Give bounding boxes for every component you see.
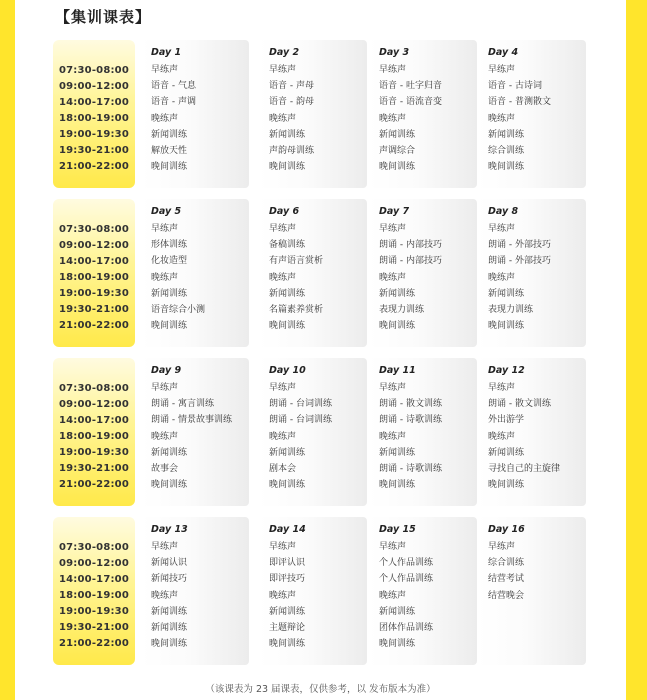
- day-label: Day 8: [488, 206, 519, 217]
- activity-item: 备稿训练: [269, 240, 306, 250]
- activity-item: 故事会: [151, 464, 179, 474]
- activity-item: 晚练声: [379, 432, 407, 442]
- day-label: Day 2: [269, 47, 300, 58]
- activity-item: 语音 - 语流音变: [379, 97, 442, 107]
- activity-item: 晚练声: [269, 591, 297, 601]
- day-card: [369, 40, 477, 188]
- activity-item: 剧本会: [269, 464, 297, 474]
- activity-item: 朗诵 - 台词训练: [269, 399, 332, 409]
- day-label: Day 4: [488, 47, 519, 58]
- activity-item: 表现力训练: [379, 305, 425, 315]
- activity-item: 朗诵 - 散文训练: [379, 399, 442, 409]
- activity-item: 晚间训练: [379, 162, 416, 172]
- page-title: 【集训课表】: [55, 8, 152, 26]
- time-slot: 18:00-19:00: [58, 431, 129, 442]
- activity-item: 综合训练: [488, 146, 525, 156]
- time-slot: 19:00-19:30: [58, 606, 129, 617]
- activity-item: 语音 - 古诗词: [488, 81, 542, 91]
- activity-item: 语音 - 吐字归音: [379, 81, 442, 91]
- day-label: Day 6: [269, 206, 300, 217]
- activity-item: 晚练声: [488, 273, 516, 283]
- activity-item: 名篇素养赏析: [269, 305, 324, 315]
- day-card: [259, 517, 367, 665]
- activity-item: 新闻训练: [488, 448, 525, 458]
- activity-item: 语音 - 声母: [269, 81, 314, 91]
- day-card: [478, 40, 586, 188]
- activity-item: 早练声: [379, 65, 407, 75]
- day-card: [259, 358, 367, 506]
- activity-item: 即评认识: [269, 558, 306, 568]
- activity-item: 早练声: [269, 383, 297, 393]
- activity-item: 新闻认识: [151, 558, 188, 568]
- activity-item: 晚练声: [151, 273, 179, 283]
- activity-item: 早练声: [269, 224, 297, 234]
- time-slot: 19:00-19:30: [58, 288, 129, 299]
- activity-item: 晚间训练: [488, 321, 525, 331]
- activity-item: 朗诵 - 散文训练: [488, 399, 551, 409]
- day-card: [478, 358, 586, 506]
- schedule-page: [15, 0, 626, 700]
- activity-item: 新闻训练: [488, 289, 525, 299]
- activity-item: 新闻训练: [151, 130, 188, 140]
- activity-item: 朗诵 - 外部技巧: [488, 256, 551, 266]
- time-slot: 21:00-22:00: [58, 638, 129, 649]
- time-slot: 18:00-19:00: [58, 590, 129, 601]
- time-slot: 19:00-19:30: [58, 447, 129, 458]
- time-slot: 21:00-22:00: [58, 320, 129, 331]
- activity-item: 表现力训练: [488, 305, 534, 315]
- day-label: Day 3: [379, 47, 410, 58]
- activity-item: 个人作品训练: [379, 558, 434, 568]
- activity-item: 朗诵 - 外部技巧: [488, 240, 551, 250]
- activity-item: 新闻训练: [379, 607, 416, 617]
- time-slot: 19:30-21:00: [58, 145, 129, 156]
- activity-item: 新闻训练: [379, 289, 416, 299]
- time-slot: 09:00-12:00: [58, 81, 129, 92]
- activity-item: 综合训练: [488, 558, 525, 568]
- day-card: [141, 199, 249, 347]
- activity-item: 主题辩论: [269, 623, 306, 633]
- week-block: [53, 517, 583, 665]
- day-label: Day 11: [379, 365, 416, 376]
- time-slot: 09:00-12:00: [58, 558, 129, 569]
- time-slot: 09:00-12:00: [58, 399, 129, 410]
- activity-item: 早练声: [151, 65, 179, 75]
- activity-item: 新闻训练: [269, 289, 306, 299]
- activity-item: 朗诵 - 台词训练: [269, 415, 332, 425]
- day-label: Day 13: [151, 524, 188, 535]
- activity-item: 解放天性: [151, 146, 188, 156]
- time-column: [53, 517, 135, 665]
- time-slot: 19:30-21:00: [58, 622, 129, 633]
- day-label: Day 5: [151, 206, 182, 217]
- time-column: [53, 40, 135, 188]
- time-slot: 18:00-19:00: [58, 272, 129, 283]
- day-label: Day 16: [488, 524, 525, 535]
- day-card: [369, 358, 477, 506]
- activity-item: 外出游学: [488, 415, 525, 425]
- activity-item: 新闻训练: [151, 623, 188, 633]
- time-slot: 18:00-19:00: [58, 113, 129, 124]
- activity-item: 早练声: [269, 65, 297, 75]
- activity-item: 寻找自己的主旋律: [488, 464, 561, 474]
- activity-item: 晚练声: [488, 432, 516, 442]
- day-card: [141, 40, 249, 188]
- activity-item: 结营考试: [488, 574, 525, 584]
- activity-item: 晚练声: [379, 114, 407, 124]
- day-label: Day 10: [269, 365, 306, 376]
- activity-item: 晚间训练: [151, 162, 188, 172]
- activity-item: 早练声: [379, 542, 407, 552]
- day-card: [369, 199, 477, 347]
- activity-item: 结营晚会: [488, 591, 525, 601]
- time-slot: 07:30-08:00: [58, 383, 129, 394]
- activity-item: 语音综合小测: [151, 305, 206, 315]
- activity-item: 新闻技巧: [151, 574, 188, 584]
- day-card: [478, 199, 586, 347]
- activity-item: 早练声: [488, 65, 516, 75]
- week-block: [53, 40, 583, 188]
- day-card: [141, 358, 249, 506]
- week-block: [53, 199, 583, 347]
- activity-item: 晚间训练: [151, 480, 188, 490]
- time-slot: 19:30-21:00: [58, 463, 129, 474]
- activity-item: 有声语言赏析: [269, 256, 324, 266]
- day-card: [141, 517, 249, 665]
- activity-item: 晚练声: [151, 432, 179, 442]
- day-label: Day 15: [379, 524, 416, 535]
- activity-item: 早练声: [488, 383, 516, 393]
- activity-item: 声调综合: [379, 146, 416, 156]
- time-slot: 19:30-21:00: [58, 304, 129, 315]
- footnote: （该课表为 23 届课表，仅供参考，以 发布版本为准）: [205, 684, 436, 695]
- activity-item: 新闻训练: [269, 130, 306, 140]
- time-slot: 21:00-22:00: [58, 479, 129, 490]
- activity-item: 早练声: [488, 224, 516, 234]
- activity-item: 新闻训练: [379, 130, 416, 140]
- week-block: [53, 358, 583, 506]
- activity-item: 朗诵 - 内部技巧: [379, 240, 442, 250]
- activity-item: 个人作品训练: [379, 574, 434, 584]
- activity-item: 晚练声: [488, 114, 516, 124]
- activity-item: 朗诵 - 诗歌训练: [379, 464, 442, 474]
- activity-item: 晚间训练: [151, 639, 188, 649]
- day-label: Day 12: [488, 365, 525, 376]
- activity-item: 晚练声: [269, 273, 297, 283]
- activity-item: 早练声: [379, 383, 407, 393]
- activity-item: 早练声: [269, 542, 297, 552]
- activity-item: 语音 - 韵母: [269, 97, 314, 107]
- time-slot: 14:00-17:00: [58, 97, 129, 108]
- activity-item: 晚间训练: [269, 162, 306, 172]
- time-column: [53, 358, 135, 506]
- day-label: Day 1: [151, 47, 182, 58]
- activity-item: 晚练声: [269, 114, 297, 124]
- activity-item: 早练声: [151, 224, 179, 234]
- day-label: Day 7: [379, 206, 410, 217]
- activity-item: 朗诵 - 诗歌训练: [379, 415, 442, 425]
- activity-item: 晚间训练: [488, 162, 525, 172]
- activity-item: 团体作品训练: [379, 623, 434, 633]
- time-slot: 07:30-08:00: [58, 542, 129, 553]
- time-slot: 19:00-19:30: [58, 129, 129, 140]
- time-slot: 07:30-08:00: [58, 65, 129, 76]
- activity-item: 晚练声: [151, 114, 179, 124]
- activity-item: 晚练声: [151, 591, 179, 601]
- activity-item: 即评技巧: [269, 574, 306, 584]
- time-column: [53, 199, 135, 347]
- activity-item: 新闻训练: [151, 448, 188, 458]
- day-label: Day 9: [151, 365, 182, 376]
- activity-item: 晚练声: [379, 591, 407, 601]
- time-slot: 14:00-17:00: [58, 574, 129, 585]
- activity-item: 晚间训练: [269, 639, 306, 649]
- day-card: [259, 199, 367, 347]
- activity-item: 新闻训练: [488, 130, 525, 140]
- activity-item: 形体训练: [151, 240, 188, 250]
- activity-item: 新闻训练: [151, 289, 188, 299]
- activity-item: 早练声: [151, 383, 179, 393]
- activity-item: 新闻训练: [379, 448, 416, 458]
- activity-item: 化妆造型: [151, 256, 188, 266]
- activity-item: 声韵母训练: [269, 146, 315, 156]
- time-slot: 09:00-12:00: [58, 240, 129, 251]
- day-card: [369, 517, 477, 665]
- activity-item: 朗诵 - 内部技巧: [379, 256, 442, 266]
- day-label: Day 14: [269, 524, 306, 535]
- activity-item: 朗诵 - 寓言训练: [151, 399, 214, 409]
- day-card: [478, 517, 586, 665]
- activity-item: 早练声: [488, 542, 516, 552]
- activity-item: 早练声: [379, 224, 407, 234]
- time-slot: 21:00-22:00: [58, 161, 129, 172]
- day-card: [259, 40, 367, 188]
- activity-item: 晚间训练: [269, 321, 306, 331]
- activity-item: 晚练声: [269, 432, 297, 442]
- activity-item: 晚间训练: [488, 480, 525, 490]
- activity-item: 语音 - 声调: [151, 97, 196, 107]
- activity-item: 晚间训练: [269, 480, 306, 490]
- activity-item: 语音 - 气息: [151, 81, 196, 91]
- activity-item: 语音 - 普测散文: [488, 97, 551, 107]
- time-slot: 07:30-08:00: [58, 224, 129, 235]
- activity-item: 朗诵 - 情景故事训练: [151, 415, 232, 425]
- activity-item: 晚间训练: [151, 321, 188, 331]
- activity-item: 新闻训练: [269, 448, 306, 458]
- activity-item: 晚间训练: [379, 321, 416, 331]
- activity-item: 晚间训练: [379, 639, 416, 649]
- time-slot: 14:00-17:00: [58, 415, 129, 426]
- activity-item: 早练声: [151, 542, 179, 552]
- activity-item: 新闻训练: [151, 607, 188, 617]
- activity-item: 新闻训练: [269, 607, 306, 617]
- activity-item: 晚练声: [379, 273, 407, 283]
- time-slot: 14:00-17:00: [58, 256, 129, 267]
- activity-item: 晚间训练: [379, 480, 416, 490]
